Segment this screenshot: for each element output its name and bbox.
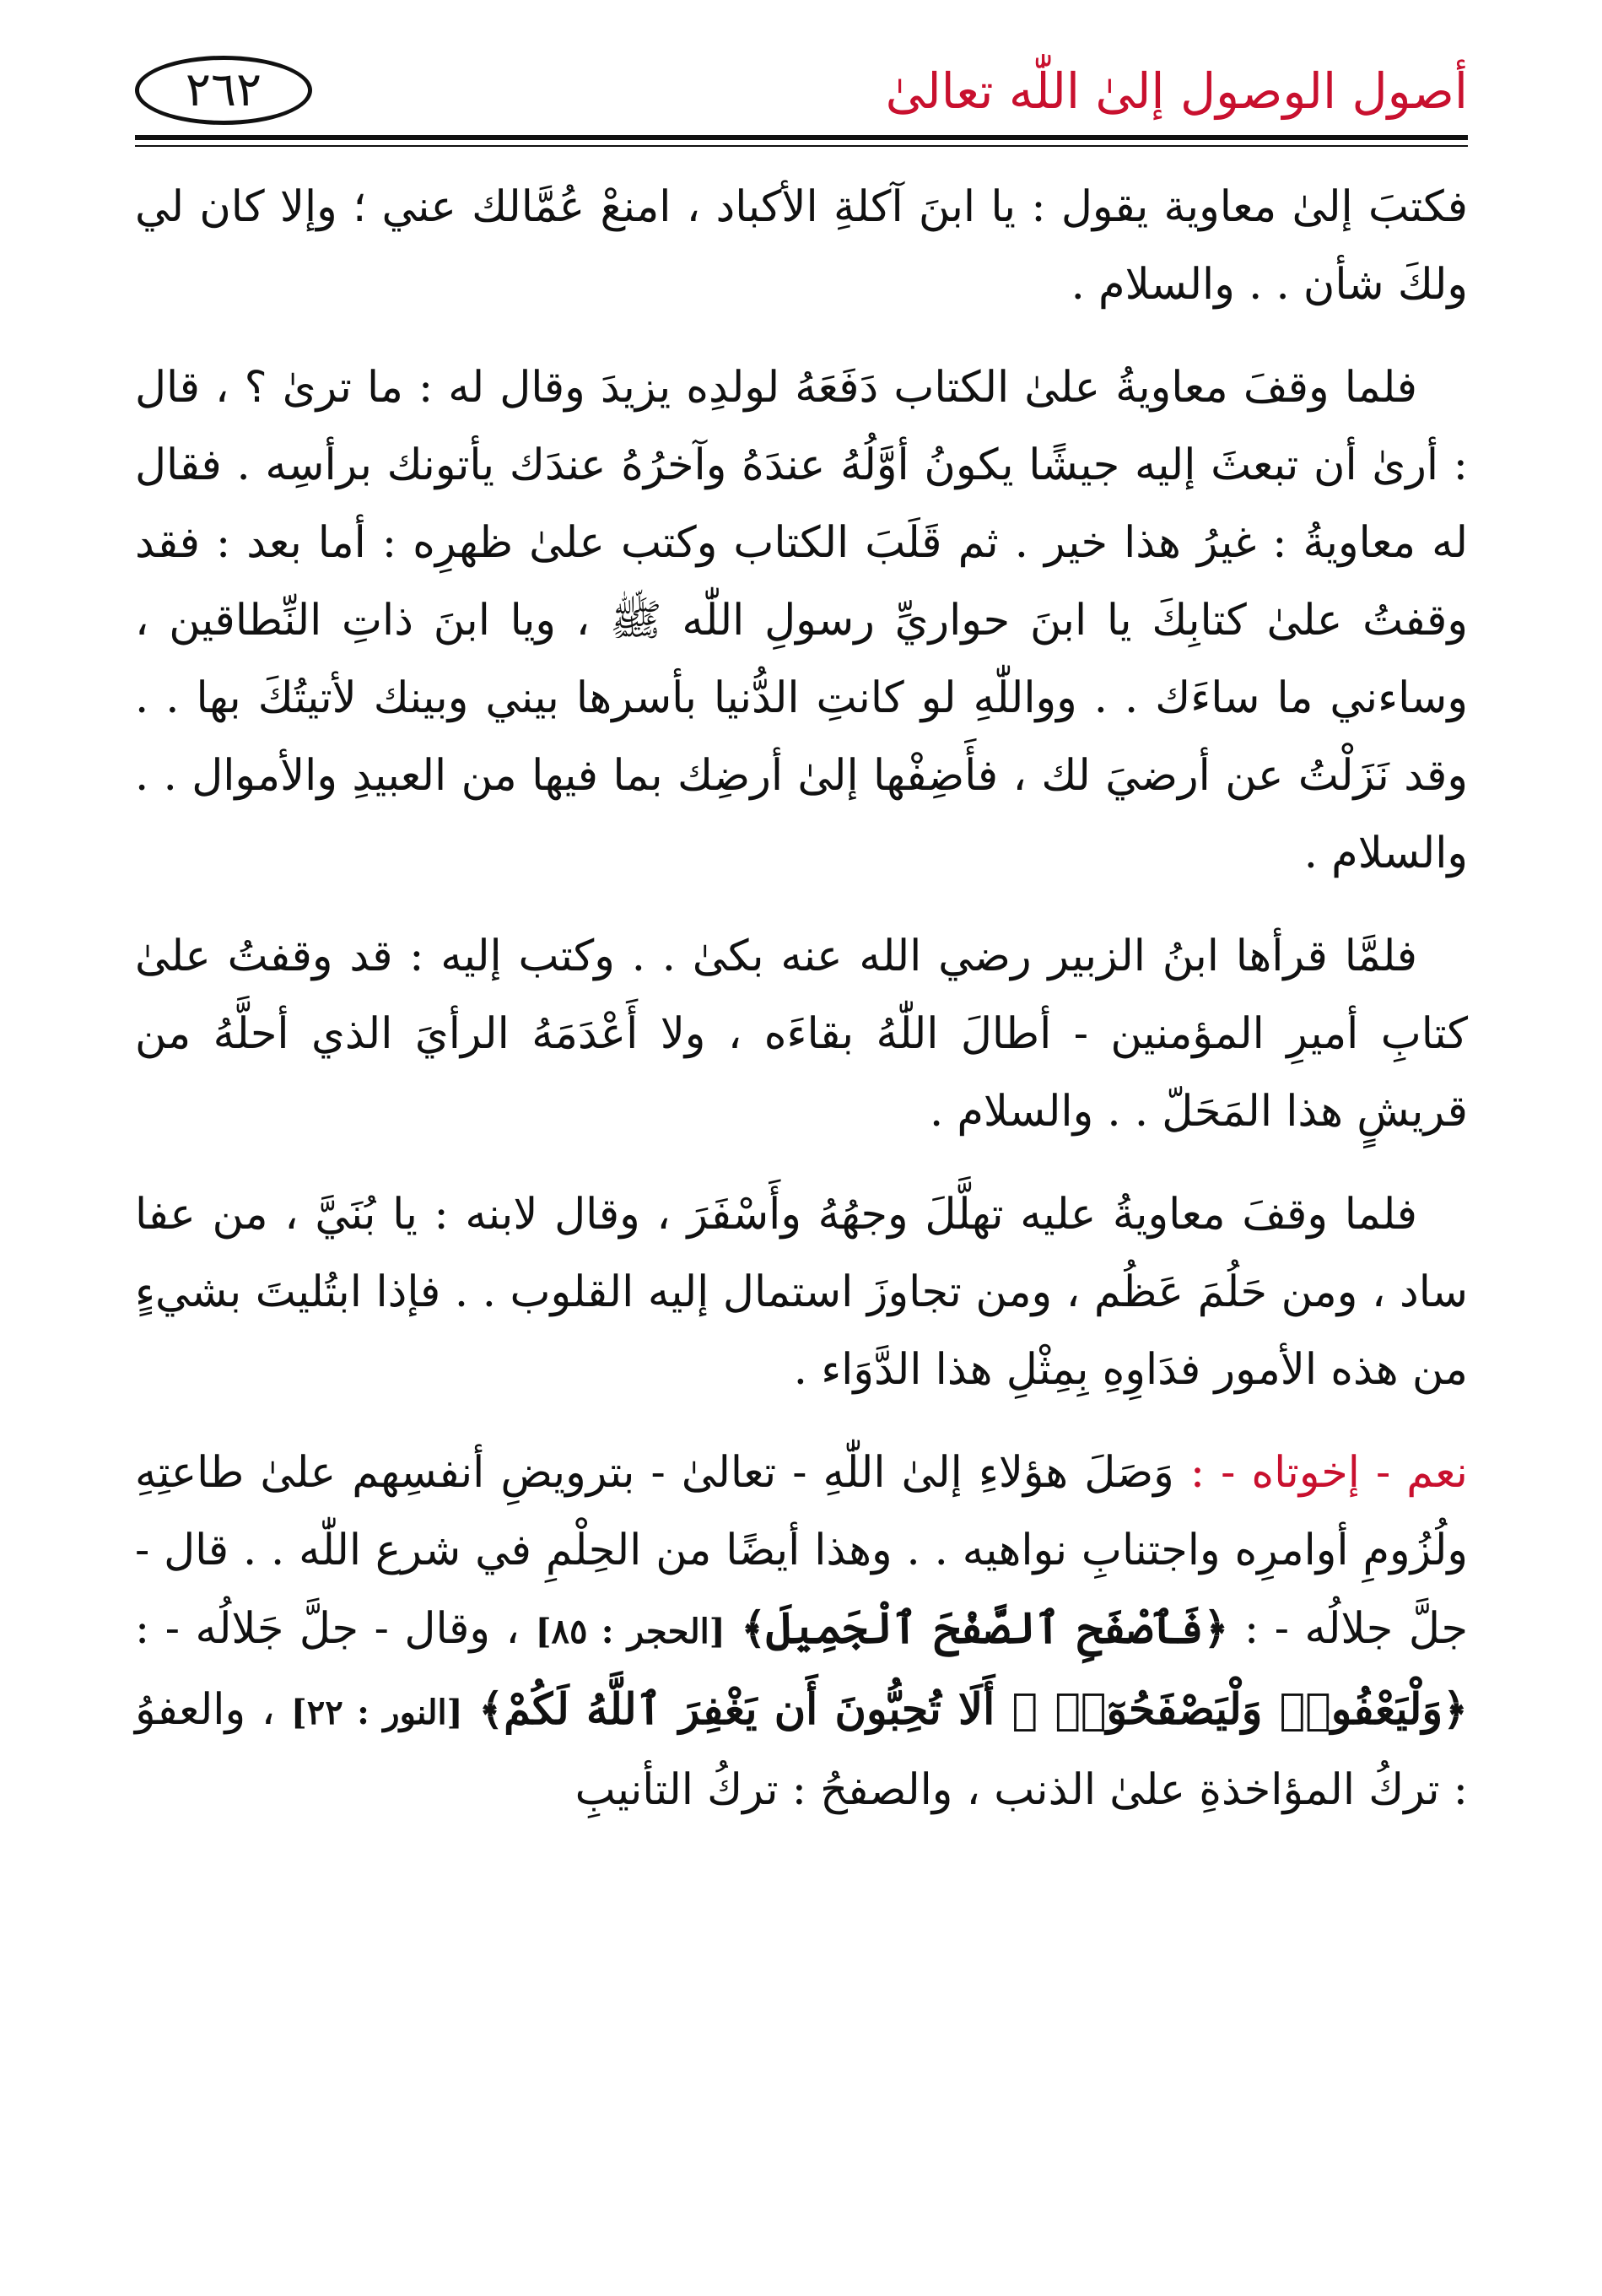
quran-verse-1: ﴿فَٱصْفَحِ ٱلصَّفْحَ ٱلْجَمِيلَ﴾ bbox=[741, 1603, 1229, 1654]
highlighted-phrase: نعم - إخوتاه - : bbox=[1189, 1448, 1469, 1498]
paragraph-5-text-b: ، وقال - جلَّ جَلالُه - : bbox=[135, 1604, 521, 1654]
paragraph-3: فلمَّا قرأها ابنُ الزبير رضي الله عنه بكىٰ . . وكتب إليه : قد وقفتُ علىٰ كتابِ أميرِ المؤمنين - أطالَ اللّٰهُ بقاءَه ، ولا أَعْدَمَهُ الرأيَ الذي أحلَّهُ من قريشٍ هذا المَحَلّ . . والسلام . bbox=[135, 932, 1468, 1137]
quran-verse-2: ﴿وَلْيَعْفُوا۟ وَلْيَصْفَحُوٓا۟ ۗ أَلَا تُحِبُّونَ أَن يَغْفِرَ ٱللَّهُ لَكُمْ﴾ bbox=[478, 1684, 1468, 1735]
paragraph-5 bbox=[135, 1434, 1468, 1829]
verse-reference-1: [الحجر : ٨٥] bbox=[535, 1612, 725, 1651]
header-rule-thick bbox=[135, 135, 1468, 140]
paragraph-2: فلما وقفَ معاويةُ علىٰ الكتاب دَفَعَهُ لولدِه يزيدَ وقال له : ما ترىٰ ؟ ، قال : أرىٰ أن تبعثَ إليه جيشًا يكونُ أوَّلُهُ عندَهُ وآخرُهُ عندَك يأتونك برأسِه . فقال له معاويةُ : غيرُ هذا خير . ثم قَلَبَ الكتاب وكتب علىٰ ظهرِه : أما بعد : فقد وقفتُ علىٰ كتابِكَ يا ابنَ حواريِّ رسولِ اللّٰه ﷺ ، ويا ابنَ ذاتِ النِّطاقين ، وساءني ما ساءَك . . وواللّٰهِ لو كانتِ الدُّنيا بأسرها بيني وبينك لأتيتُكَ بها . . وقد نَزَلْتُ عن أرضيَ لك ، فأَضِفْها إلىٰ أرضِك بما فيها من العبيدِ والأموال . . والسلام . bbox=[135, 363, 1468, 878]
verse-reference-2: [النور : ٢٢] bbox=[290, 1693, 463, 1732]
header-rule-thin bbox=[135, 145, 1468, 147]
page-header bbox=[135, 51, 1468, 143]
running-title: أصول الوصول إلىٰ اللّٰه تعالىٰ bbox=[885, 62, 1468, 120]
page-number-badge: ٢٦٢ bbox=[135, 56, 312, 125]
paragraph-5-text-c: ، والعفوُ : تركُ المؤاخذةِ علىٰ الذنب ، والصفحُ : تركُ التأنيبِ bbox=[135, 1685, 1468, 1815]
body-text bbox=[135, 169, 1468, 1855]
paragraph-1: فكتبَ إلىٰ معاوية يقول : يا ابنَ آكلةِ الأكباد ، امنعْ عُمَّالك عني ؛ وإلا كان لي ولكَ شأن . . والسلام . bbox=[135, 182, 1468, 310]
paragraph-5-text-a: وَصَلَ هؤلاءِ إلىٰ اللّٰهِ - تعالىٰ - بترويضِ أنفسِهم علىٰ طاعتِهِ ولُزُومِ أوامرِه واجتنابِ نواهيه . . وهذا أيضًا من الحِلْمِ في شرع اللّٰه . . قال - جلَّ جلالُه - : bbox=[135, 1448, 1469, 1654]
paragraph-4: فلما وقفَ معاويةُ عليه تهلَّلَ وجهُهُ وأَسْفَرَ ، وقال لابنه : يا بُنَيَّ ، من عفا ساد ، ومن حَلُمَ عَظُم ، ومن تجاوزَ استمال إليه القلوب . . فإذا ابتُليتَ بشيءٍ من هذه الأمور فدَاوِهِ بِمِثْلِ هذا الدَّوَاء . bbox=[135, 1190, 1468, 1395]
